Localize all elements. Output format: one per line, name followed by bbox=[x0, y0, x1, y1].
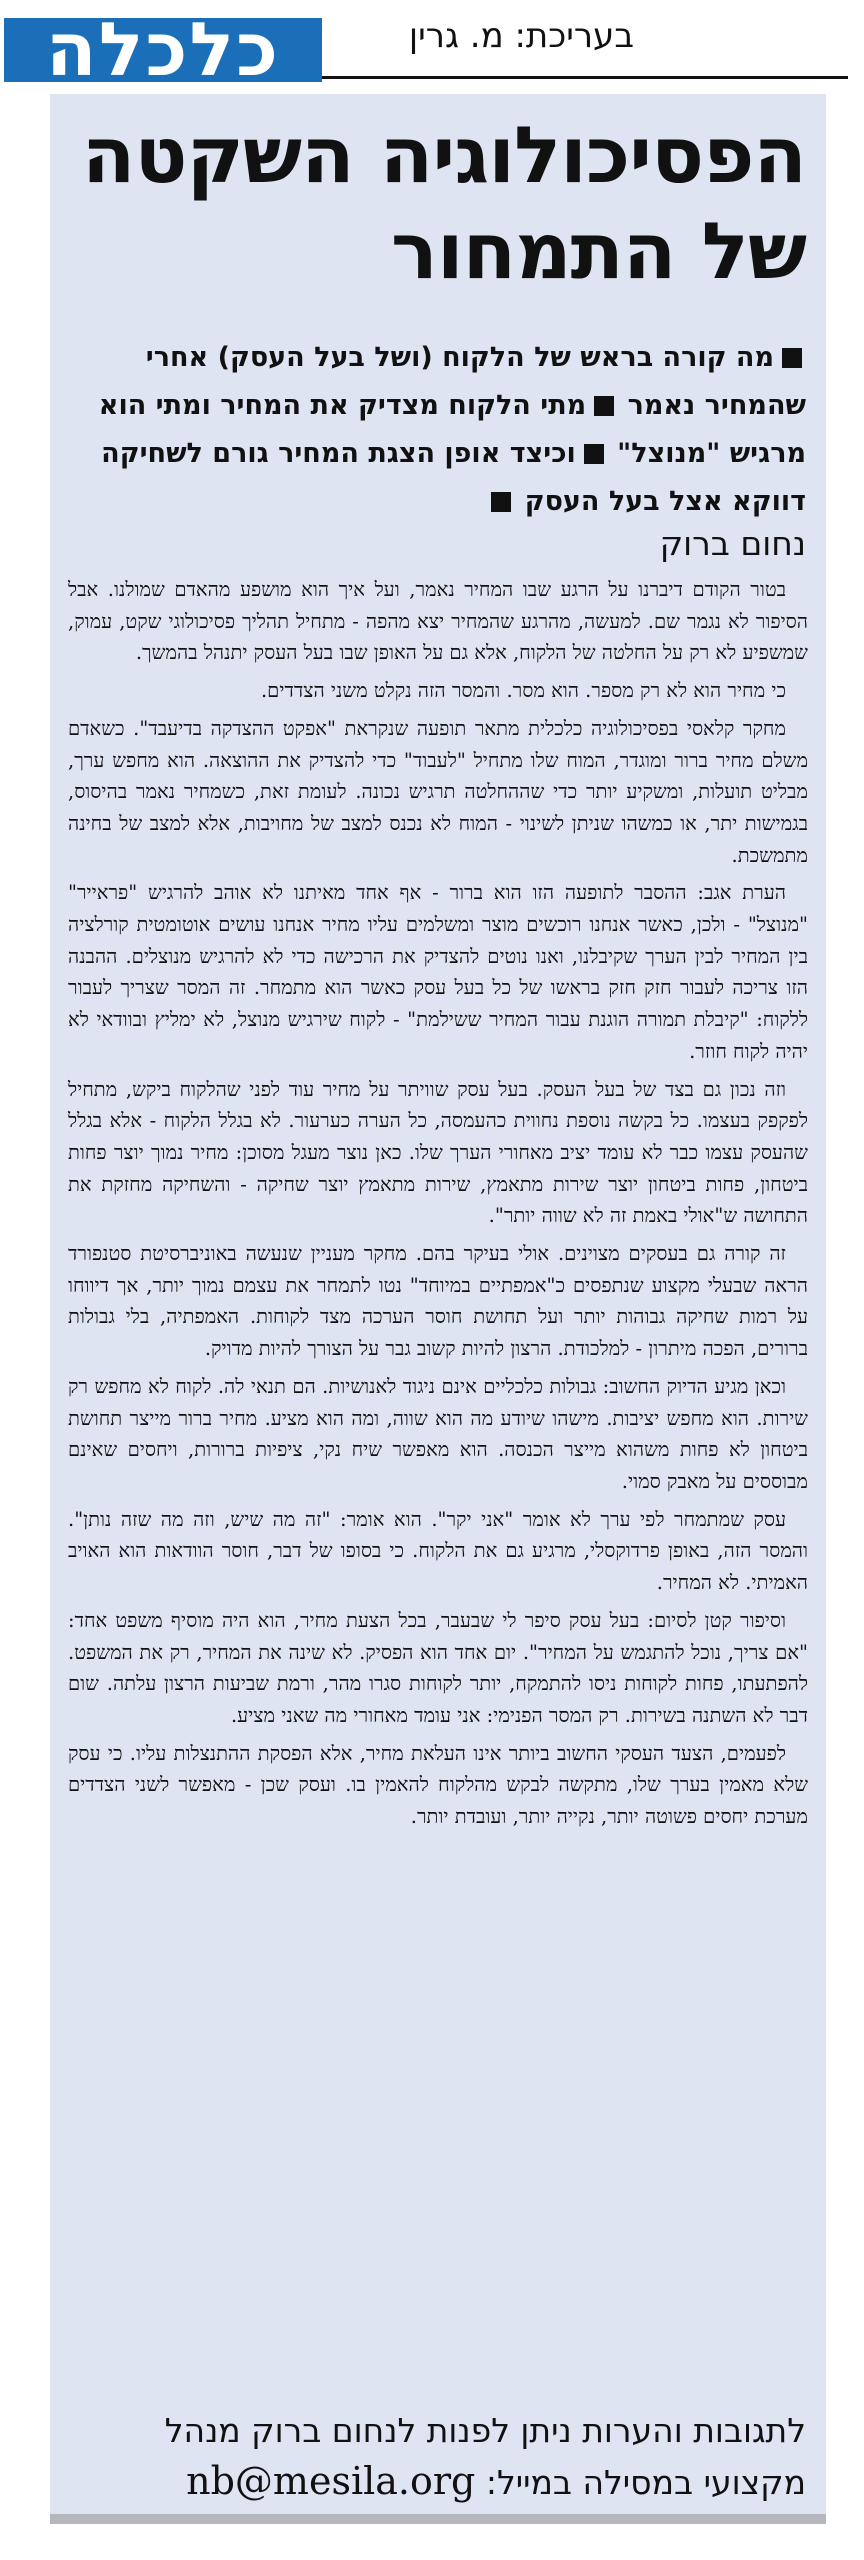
paragraph: וזה נכון גם בצד של בעל העסק. בעל עסק שוויתר על מחיר עוד לפני שהלקוח ביקש, מתחיל לפקפק בעצמו. כל בקשה נוספת נחווית כהעמסה, כל הערה כערעור. לא בגלל הלקוח - אלא בגלל שהעסק עצמו כבר לא עומד יציב מאחורי הערך שלו. כאן נוצר מעגל מסוכן: מחיר נמוך יוצר פחות ביטחון, פחות ביטחון יוצר שירות מתאמץ, שירות מתאמץ יוצר שחיקה - והשחיקה מחזקת את התחושה ש"אולי באמת זה לא שווה יותר". bbox=[68, 1077, 808, 1228]
contact-footer bbox=[70, 2406, 806, 2508]
paragraph: בטור הקודם דיברנו על הרגע שבו המחיר נאמר, ועל איך הוא מושפע מהאדם שמולנו. אבל הסיפור לא נגמר שם. למעשה, מהרגע שהמחיר יצא מהפה - מתחיל תהליך פסיכולוגי שקט, עמוק, שמשפיע לא רק על החלטה של הלקוח, אלא גם על האופן שבו בעל העסק יתנהל בהמשך. bbox=[68, 578, 808, 665]
paragraph: וכאן מגיע הדיוק החשוב: גבולות כלכליים אינם ניגוד לאנושיות. הם תנאי לה. לקוח לא מחפש רק שירות. הוא מחפש יציבות. מישהו שיודע מה הוא שווה, ומה הוא מציע. מחיר ברור מייצר תחושת ביטחון לא פחות משהוא מייצר הכנסה. הוא מאפשר שיח נקי, ציפיות ברורות, ויחסים שאינם מבוססים על מאבק סמוי. bbox=[68, 1374, 808, 1493]
paragraph: זה קורה גם בעסקים מצוינים. אולי בעיקר בהם. מחקר מעניין שנעשה באוניברסיטת סטנפורד הראה שבעלי מקצוע שנתפסים כ"אמפתיים במיוחד" נטו לתמחר את עצמם נמוך יותר, אך דיווחו על רמות שחיקה גבוהות יותר ועל תחושת חוסר הערכה מצד לקוחות. האמפתיה, בלי גבולות ברורים, הפכה מיתרון - למלכודת. הרצון להיות קשוב גבר על הצורך להיות מדויק. bbox=[68, 1242, 808, 1361]
paragraph: לפעמים, הצעד העסקי החשוב ביותר אינו העלאת מחיר, אלא הפסקת ההתנצלות עליו. כי עסק שלא מאמין בערך שלו, מתקשה לבקש מהלקוח להאמין בו. ועסק שכן - מאפשר לשני הצדדים מערכת יחסים פשוטה יותר, נקייה יותר, ועובדת יותר. bbox=[68, 1741, 808, 1829]
section-name: כלכלה bbox=[45, 7, 281, 93]
article-panel bbox=[50, 94, 826, 2514]
article-body bbox=[68, 574, 808, 1839]
deck-item-3: וכיצד אופן הצגת המחיר גורם לשחיקה דווקא אצל בעל העסק bbox=[101, 438, 806, 517]
editor-credit: בעריכת: מ. גרין bbox=[408, 16, 634, 56]
paragraph: הערת אגב: ההסבר לתופעה הזו הוא ברור - אף אחד מאיתנו לא אוהב להרגיש "פראייר" "מנוצל" - ולכן, כאשר אנחנו רוכשים מוצר ומשלמים עליו מחיר אנחנו עושים אוטומטית קורלציה בין המחיר לבין הערך שקיבלנו, ואנו נוטים להצדיק את הרכישה כדי לא להרגיש מנוצלים. ההבנה הזו צריכה לעבור חזק חזק בראשו של כל בעל עסק כאשר הוא מתמחר. זה המסר שצריך לעבור ללקוח: "קיבלת תמורה הוגנת עבור המחיר ששילמת" - לקוח שירגיש מנוצל, לא ימליץ ובוודאי לא יהיה לקוח חוזר. bbox=[68, 881, 808, 1063]
bullet-square-icon bbox=[584, 444, 604, 464]
paragraph: כי מחיר הוא לא רק מספר. הוא מסר. והמסר הזה נקלט משני הצדדים. bbox=[260, 679, 786, 703]
paragraph: מחקר קלאסי בפסיכולוגיה כלכלית מתאר תופעה שנקראת "אפקט ההצדקה בדיעבד". כשאדם משלם מחיר ברור ומוגדר, המוח שלו מתחיל "לעבוד" כדי להצדיק את ההוצאה. הוא מחפש ערך, מבליט תועלות, ומשקיע יותר כדי שההחלטה תרגיש נכונה. לעומת זאת, כשמחיר נאמר בהיסוס, בגמישות יתר, או כמשהו שניתן לשינוי - המוח לא נכנס למצב של מחויבות, אלא למצב של בחינה מתמשכת. bbox=[68, 716, 808, 867]
contact-email-link[interactable]: nb@mesila.org bbox=[186, 2459, 476, 2503]
paragraph: וסיפור קטן לסיום: בעל עסק סיפר לי שבעבר, בכל הצעת מחיר, הוא היה מוסיף משפט אחד: "אם צריך, נוכל להתגמש על המחיר". יום אחד הוא הפסיק. לא שינה את המחיר, רק את המשפט. להפתעתו, פחות לקוחות ניסו להתמקח, יותר לקוחות סגרו מהר, ורמת שביעות הרצון עלתה. שום דבר לא השתנה בשירות. רק המסר הפנימי: אני עומד מאחורי מה שאני מציע. bbox=[68, 1608, 808, 1727]
bullet-square-icon bbox=[491, 492, 511, 512]
bullet-square-icon bbox=[782, 348, 802, 368]
article-headline: הפסיכולוגיה השקטה של התמחור bbox=[81, 111, 806, 297]
footer-text: לתגובות והערות ניתן לפנות לנחום ברוק מנהל מקצועי במסילה במייל: bbox=[164, 2411, 806, 2502]
article-deck bbox=[72, 334, 806, 526]
bullet-square-icon bbox=[594, 396, 614, 416]
deck-item-2: מתי הלקוח מצדיק את המחיר ומתי הוא מרגיש "מנוצל" bbox=[98, 390, 806, 469]
author-byline: נחום ברוק bbox=[659, 524, 806, 563]
page-header bbox=[0, 7, 864, 93]
paragraph: עסק שמתמחר לפי ערך לא אומר "אני יקר". הוא אומר: "זה מה שיש, וזה מה שזה נותן". והמסר הזה, באופן פרדוקסלי, מרגיע גם את הלקוח. כי בסופו של דבר, חוסר הוודאות הוא האויב האמיתי. לא המחיר. bbox=[68, 1507, 808, 1595]
panel-bottom-shadow bbox=[50, 2514, 826, 2524]
deck-item-1: מה קורה בראש של הלקוח (ושל בעל העסק) אחרי שהמחיר נאמר bbox=[145, 342, 806, 421]
header-divider bbox=[322, 76, 848, 79]
section-label-box bbox=[4, 7, 322, 93]
